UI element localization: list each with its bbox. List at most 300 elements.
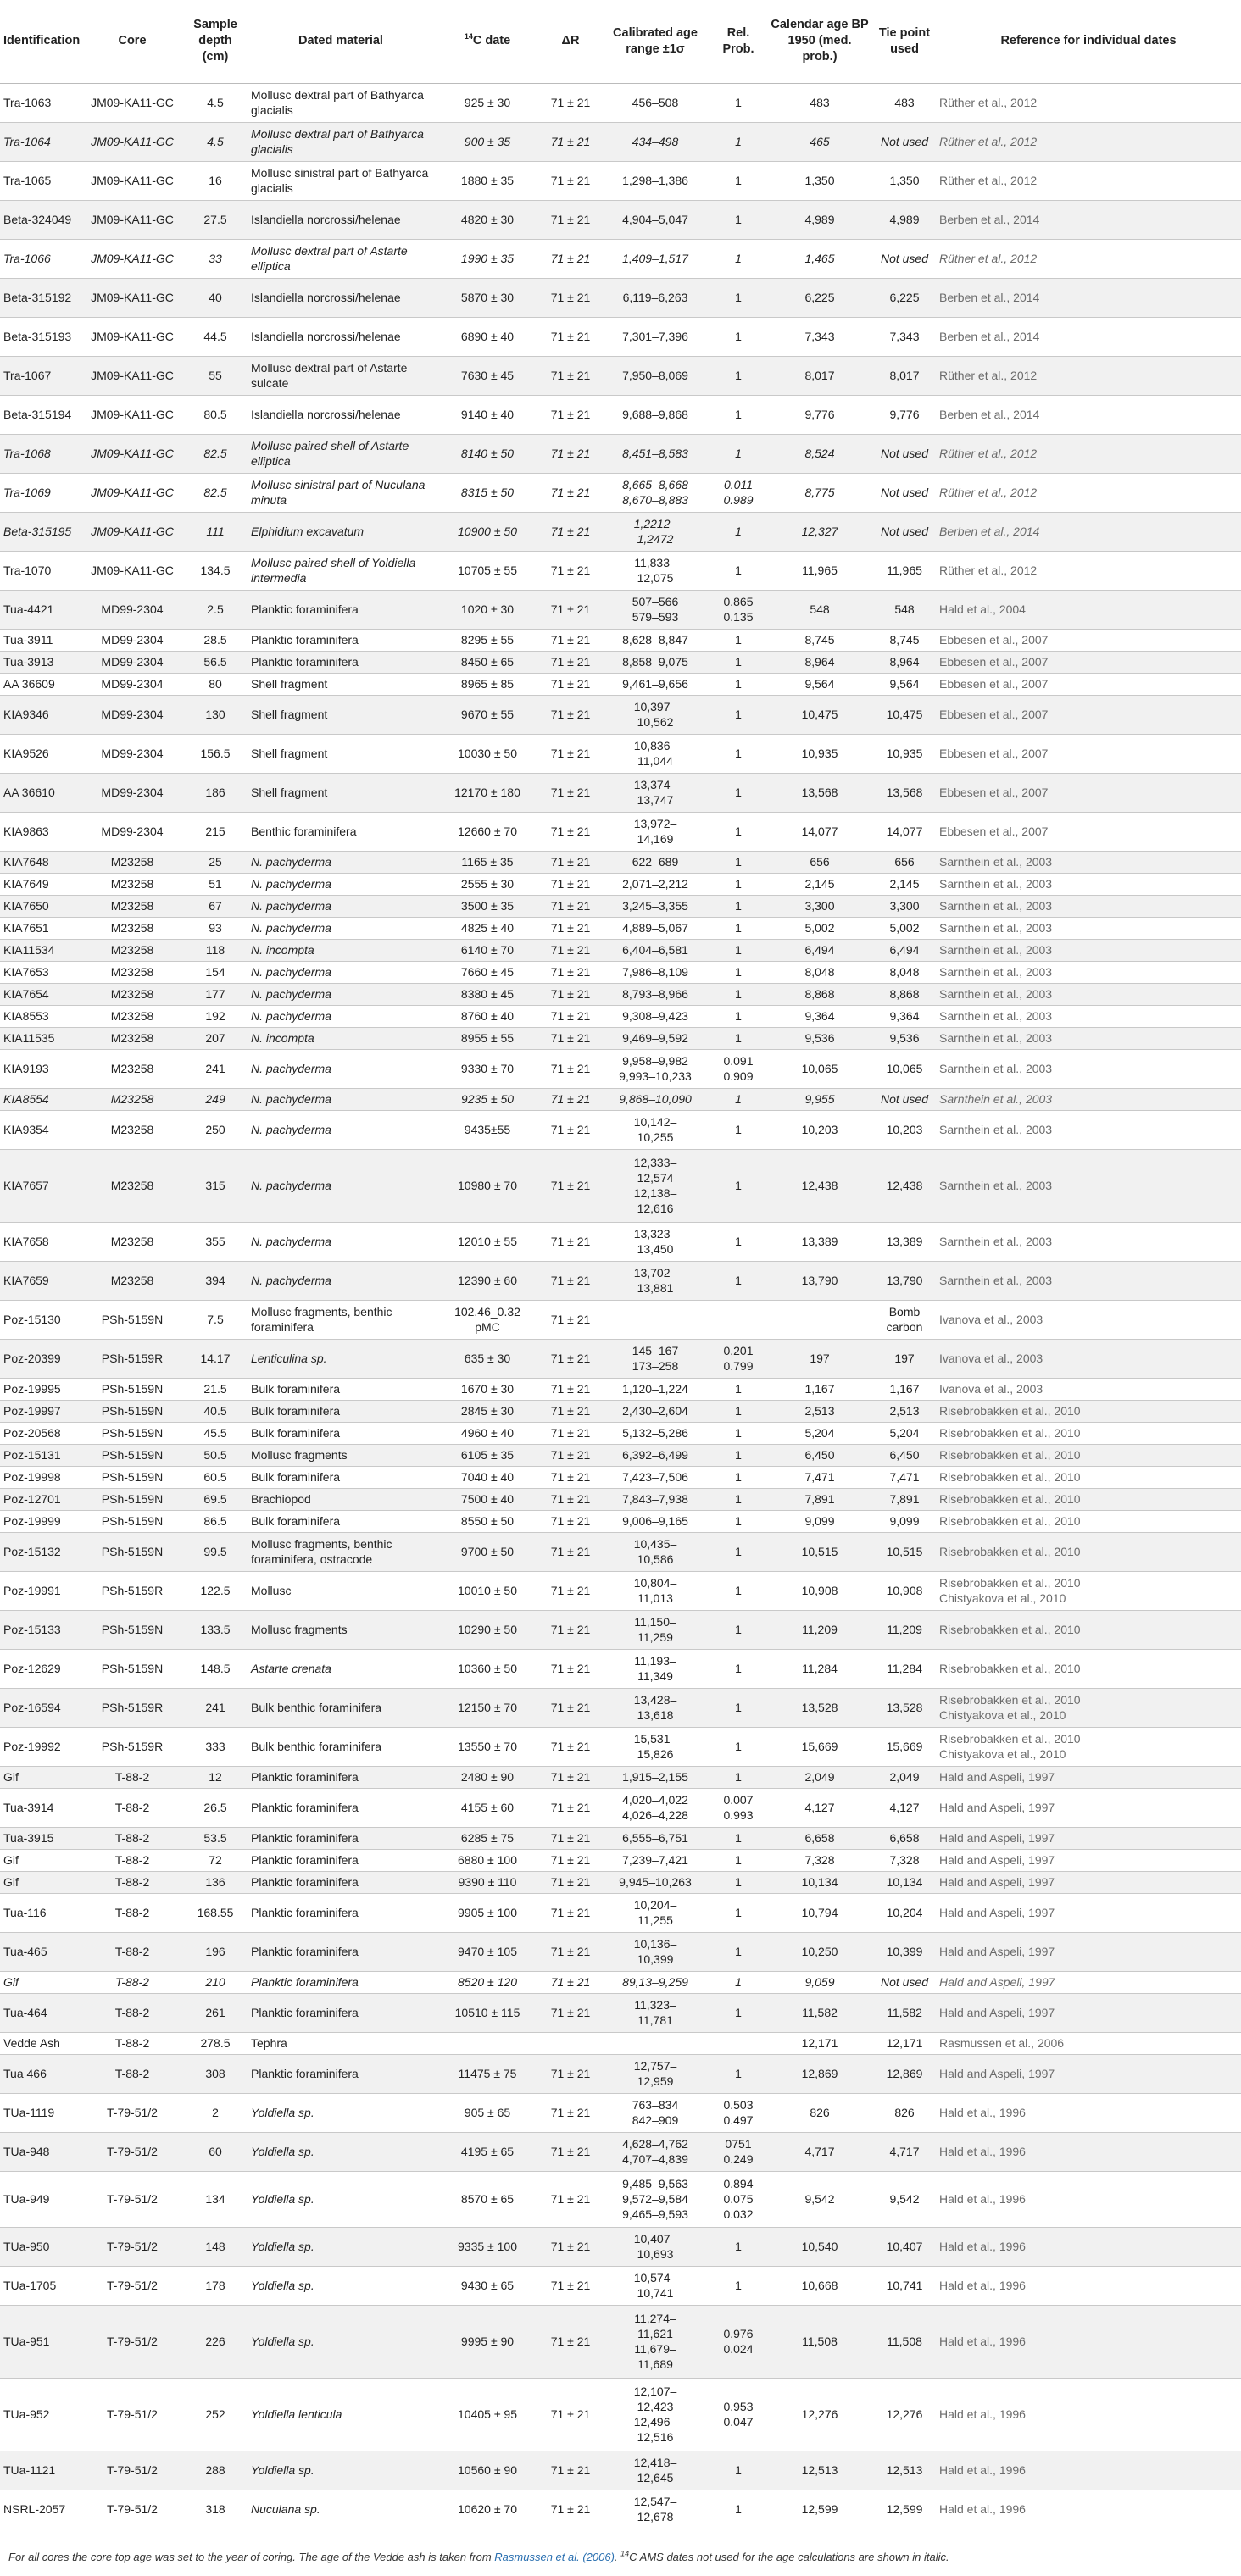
cell-sample-depth: 207 (205, 1031, 225, 1045)
cell-rel-prob: 1 (735, 252, 742, 265)
cell-sample-depth: 355 (205, 1235, 225, 1248)
cell-sample-depth: 55 (209, 369, 222, 382)
cell-dated-material: Bulk foraminifera (251, 1514, 341, 1528)
table-row (0, 1971, 1241, 1993)
table-row (0, 1049, 1241, 1088)
cell-dated-material: Tephra (251, 2036, 287, 2050)
cell-c14-date: 635 ± 30 (464, 1352, 511, 1365)
cell-dated-material: N. pachyderma (251, 877, 331, 891)
cell-calendar-age: 7,328 (804, 1853, 835, 1867)
cell-rel-prob: 1 (735, 2502, 742, 2516)
cell-sample-depth: 45.5 (203, 1426, 227, 1440)
cell-identification: Tra-1067 (3, 369, 52, 382)
cell-delta-r: 71 ± 21 (550, 1492, 591, 1506)
cell-tie-point: Not used (880, 252, 929, 265)
cell-identification: Tra-1064 (3, 135, 51, 148)
cell-rel-prob: 0.201 0.799 (723, 1344, 754, 1373)
cell-calendar-age: 13,568 (801, 786, 838, 799)
cell-core: T-88-2 (114, 1906, 150, 1919)
table-row (0, 1005, 1241, 1027)
table-row (0, 2378, 1241, 2451)
cell-tie-point: 8,868 (889, 987, 920, 1001)
cell-calendar-age: 2,513 (804, 1404, 835, 1418)
cell-sample-depth: 44.5 (203, 330, 227, 343)
cell-dated-material: Mollusc dextral part of Astarte elliptica (251, 244, 408, 273)
cell-dated-material: Bulk foraminifera (251, 1404, 341, 1418)
cell-core: PSh-5159N (101, 1492, 164, 1506)
cell-tie-point: 11,209 (887, 1623, 922, 1636)
header-reference: Reference for individual dates (1000, 34, 1177, 48)
cell-c14-date: 2555 ± 30 (460, 877, 515, 891)
cell-dated-material: Planktic foraminifera (251, 1945, 359, 1958)
table-row (0, 2132, 1241, 2171)
cell-calibrated-age: 1,120–1,224 (622, 1382, 688, 1396)
cell-dated-material: Brachiopod (251, 1492, 311, 1506)
cell-sample-depth: 192 (205, 1009, 225, 1023)
cell-dated-material: Planktic foraminifera (251, 2067, 359, 2080)
table-row (0, 673, 1241, 695)
cell-tie-point: Not used (880, 1092, 929, 1106)
cell-c14-date: 8450 ± 65 (460, 655, 515, 669)
cell-reference: Berben et al., 2014 (939, 213, 1040, 226)
cell-dated-material: Planktic foraminifera (251, 1906, 359, 1919)
cell-calibrated-age: 10,836– 11,044 (633, 739, 677, 768)
table-row (0, 434, 1241, 473)
cell-core: T-88-2 (114, 1875, 150, 1889)
cell-calendar-age: 9,542 (804, 2192, 835, 2206)
cell-identification: KIA9354 (3, 1123, 49, 1136)
cell-calibrated-age: 622–689 (632, 855, 679, 869)
cell-calendar-age: 9,059 (804, 1975, 835, 1989)
cell-reference: Ivanova et al., 2003 (939, 1313, 1043, 1326)
cell-delta-r: 71 ± 21 (550, 1235, 591, 1248)
cell-identification: Poz-19992 (3, 1740, 61, 1753)
cell-dated-material: Planktic foraminifera (251, 2006, 359, 2019)
cell-sample-depth: 56.5 (203, 655, 227, 669)
cell-calibrated-age: 145–167 173–258 (632, 1344, 679, 1373)
cell-tie-point: 9,542 (889, 2192, 920, 2206)
cell-identification: Poz-20399 (3, 1352, 61, 1365)
cell-delta-r: 71 ± 21 (550, 1584, 591, 1597)
cell-sample-depth: 148 (205, 2240, 225, 2253)
cell-dated-material: Islandiella norcrossi/helenae (251, 213, 401, 226)
cell-identification: KIA7657 (3, 1179, 49, 1192)
cell-reference: Risebrobakken et al., 2010 Chistyakova et al., 2010 (939, 1693, 1081, 1722)
cell-calibrated-age: 8,858–9,075 (622, 655, 688, 669)
cell-core: JM09-KA11-GC (91, 447, 174, 460)
cell-core: PSh-5159R (101, 1740, 164, 1753)
cell-delta-r: 71 ± 21 (550, 1770, 591, 1784)
cell-core: M23258 (110, 1179, 154, 1192)
cell-rel-prob: 1 (735, 1770, 742, 1784)
cell-rel-prob (710, 1300, 766, 1339)
cell-dated-material: Bulk foraminifera (251, 1382, 341, 1396)
cell-calendar-age: 656 (810, 855, 830, 869)
cell-core: M23258 (110, 1235, 154, 1248)
cell-identification: KIA9346 (3, 708, 49, 721)
cell-dated-material: Planktic foraminifera (251, 1831, 359, 1845)
cell-rel-prob: 0.894 0.075 0.032 (723, 2177, 754, 2221)
cell-core: T-88-2 (114, 2006, 150, 2019)
cell-calibrated-age: 8,451–8,583 (622, 447, 688, 460)
header-core: Core (118, 34, 147, 48)
cell-delta-r: 71 ± 21 (550, 2192, 591, 2206)
cell-delta-r: 71 ± 21 (550, 1545, 591, 1558)
cell-calibrated-age: 9,688–9,868 (622, 408, 688, 421)
cell-delta-r: 71 ± 21 (550, 1906, 591, 1919)
cell-c14-date: 8520 ± 120 (458, 1975, 517, 1989)
cell-sample-depth: 93 (209, 921, 222, 935)
cell-dated-material: Benthic foraminifera (251, 824, 357, 838)
cell-c14-date: 5870 ± 30 (460, 291, 515, 304)
cell-dated-material: Elphidium excavatum (251, 525, 365, 538)
cell-calendar-age: 1,167 (804, 1382, 835, 1396)
cell-dated-material: Islandiella norcrossi/helenae (251, 330, 401, 343)
cell-calibrated-age: 10,204– 11,255 (633, 1898, 677, 1927)
cell-core: PSh-5159N (101, 1662, 164, 1675)
table-row (0, 939, 1241, 961)
header-delta-r: ΔR (561, 34, 580, 48)
table-row (0, 1993, 1241, 2032)
cell-rel-prob: 1 (735, 747, 742, 760)
cell-tie-point: Not used (880, 135, 929, 148)
cell-sample-depth: 136 (205, 1875, 225, 1889)
cell-rel-prob: 0.865 0.135 (723, 595, 754, 624)
cell-sample-depth: 252 (205, 2407, 225, 2421)
table-row (0, 1422, 1241, 1444)
cell-calendar-age: 7,891 (804, 1492, 835, 1506)
cell-rel-prob: 1 (735, 2006, 742, 2019)
table-row (0, 1466, 1241, 1488)
cell-core: T-79-51/2 (107, 2334, 158, 2348)
cell-reference: Sarnthein et al., 2003 (939, 899, 1053, 913)
cell-identification: KIA7651 (3, 921, 49, 935)
cell-dated-material: Mollusc paired shell of Yoldiella intermedia (251, 556, 416, 585)
cell-dated-material: Mollusc fragments (251, 1623, 348, 1636)
cell-identification: NSRL-2057 (3, 2502, 66, 2516)
cell-dated-material: Bulk benthic foraminifera (251, 1740, 382, 1753)
cell-dated-material: Mollusc paired shell of Astarte elliptica (251, 439, 409, 468)
cell-calibrated-age: 13,374– 13,747 (633, 778, 677, 807)
cell-identification: Tra-1068 (3, 447, 51, 460)
cell-core: T-88-2 (114, 2067, 150, 2080)
cell-dated-material: N. pachyderma (251, 899, 331, 913)
cell-delta-r: 71 ± 21 (550, 1470, 591, 1484)
cell-rel-prob: 1 (735, 677, 742, 691)
cell-rel-prob: 1 (735, 1448, 742, 1462)
cell-rel-prob: 1 (735, 1853, 742, 1867)
cell-reference: Ebbesen et al., 2007 (939, 824, 1049, 838)
cell-sample-depth: 26.5 (203, 1801, 227, 1814)
cell-c14-date: 9700 ± 50 (460, 1545, 515, 1558)
cell-core: M23258 (110, 965, 154, 979)
cell-delta-r: 71 ± 21 (550, 2407, 591, 2421)
cell-reference: Hald and Aspeli, 1997 (939, 2006, 1055, 2019)
cell-c14-date: 6880 ± 100 (458, 1853, 517, 1867)
cell-reference: Hald et al., 1996 (939, 2279, 1026, 2292)
cell-core: M23258 (110, 1123, 154, 1136)
cell-calibrated-age: 4,904–5,047 (622, 213, 688, 226)
cell-rel-prob: 1 (735, 921, 742, 935)
cell-sample-depth: 60.5 (203, 1470, 227, 1484)
cell-delta-r: 71 ± 21 (550, 677, 591, 691)
cell-tie-point: 8,017 (889, 369, 920, 382)
cell-c14-date: 10560 ± 90 (458, 2463, 517, 2477)
cell-c14-date: 9430 ± 65 (460, 2279, 515, 2292)
cell-calendar-age: 1,465 (804, 252, 835, 265)
cell-core: T-88-2 (114, 1853, 150, 1867)
cell-core: JM09-KA11-GC (91, 408, 174, 421)
cell-calibrated-age: 434–498 (632, 135, 679, 148)
cell-tie-point: 12,513 (886, 2463, 923, 2477)
table-row (0, 1649, 1241, 1688)
cell-core: MD99-2304 (101, 824, 164, 838)
cell-dated-material: N. incompta (251, 943, 314, 957)
table-row (0, 2227, 1241, 2266)
cell-reference: Sarnthein et al., 2003 (939, 987, 1053, 1001)
cell-reference: Hald and Aspeli, 1997 (939, 1975, 1055, 1989)
cell-delta-r: 71 ± 21 (550, 1404, 591, 1418)
cell-identification: Poz-16594 (3, 1701, 61, 1714)
cell-calibrated-age: 7,950–8,069 (622, 369, 688, 382)
cell-calibrated-age: 89,13–9,259 (622, 1975, 688, 1989)
cell-core: JM09-KA11-GC (91, 252, 174, 265)
cell-core: T-79-51/2 (107, 2279, 158, 2292)
cell-delta-r: 71 ± 21 (550, 899, 591, 913)
cell-calendar-age: 6,658 (804, 1831, 835, 1845)
cell-reference: Sarnthein et al., 2003 (939, 1009, 1053, 1023)
cell-sample-depth: 394 (205, 1274, 225, 1287)
cell-identification: AA 36609 (3, 677, 55, 691)
cell-rel-prob: 1 (735, 824, 742, 838)
cell-dated-material: N. pachyderma (251, 1123, 331, 1136)
cell-sample-depth: 16 (209, 174, 222, 187)
cell-calibrated-age: 9,469–9,592 (622, 1031, 688, 1045)
cell-identification: Tra-1069 (3, 486, 51, 499)
table-row (0, 629, 1241, 651)
table-row (0, 2305, 1241, 2378)
cell-reference: Ebbesen et al., 2007 (939, 655, 1049, 669)
cell-calendar-age: 8,524 (804, 447, 835, 460)
cell-delta-r: 71 ± 21 (550, 330, 591, 343)
cell-dated-material: Planktic foraminifera (251, 655, 359, 669)
cell-c14-date: 11475 ± 75 (458, 2067, 517, 2080)
cell-identification: TUa-951 (3, 2334, 50, 2348)
cell-identification: KIA8553 (3, 1009, 49, 1023)
cell-sample-depth: 80 (209, 677, 222, 691)
cell-dated-material: Islandiella norcrossi/helenae (251, 291, 401, 304)
table-row (0, 1766, 1241, 1788)
cell-sample-depth: 53.5 (203, 1831, 227, 1845)
cell-dated-material: Mollusc sinistral part of Bathyarca glacialis (251, 166, 429, 195)
cell-rel-prob: 1 (735, 1123, 742, 1136)
table-row (0, 1149, 1241, 1222)
cell-delta-r: 71 ± 21 (550, 1179, 591, 1192)
cell-calendar-age: 9,564 (804, 677, 835, 691)
cell-core: T-88-2 (114, 1831, 150, 1845)
table-row (0, 2054, 1241, 2093)
cell-identification: TUa-949 (3, 2192, 50, 2206)
cell-identification: Beta-315194 (3, 408, 72, 421)
cell-core: JM09-KA11-GC (91, 174, 174, 187)
cell-core: T-88-2 (115, 1975, 149, 1989)
cell-reference: Hald and Aspeli, 1997 (939, 1853, 1055, 1867)
cell-calibrated-age: 9,958–9,982 9,993–10,233 (619, 1054, 692, 1083)
cell-calibrated-age: 10,142– 10,255 (633, 1115, 677, 1144)
cell-c14-date: 10360 ± 50 (458, 1662, 517, 1675)
cell-dated-material: Planktic foraminifera (251, 633, 359, 647)
header-dated-material: Dated material (298, 34, 383, 48)
table-row (0, 873, 1241, 895)
cell-identification: Tua-3915 (3, 1831, 54, 1845)
cell-calendar-age: 8,868 (804, 987, 835, 1001)
cell-rel-prob: 1 (735, 2240, 742, 2253)
cell-delta-r: 71 ± 21 (550, 943, 591, 957)
cell-reference: Hald and Aspeli, 1997 (939, 2067, 1055, 2080)
cell-calendar-age: 9,536 (804, 1031, 835, 1045)
cell-c14-date: 4195 ± 65 (460, 2145, 515, 2158)
cell-calibrated-age: 4,020–4,022 4,026–4,228 (622, 1793, 688, 1822)
cell-sample-depth: 82.5 (203, 447, 227, 460)
cell-tie-point: 6,225 (889, 291, 920, 304)
cell-calibrated-age: 9,308–9,423 (622, 1009, 688, 1023)
cell-calibrated-age: 11,833– 12,075 (634, 556, 676, 585)
cell-calendar-age: 4,989 (804, 213, 835, 226)
cell-reference: Rüther et al., 2012 (939, 96, 1038, 109)
cell-reference: Hald and Aspeli, 1997 (939, 1831, 1055, 1845)
cell-rel-prob: 1 (735, 174, 742, 187)
cell-c14-date: 10980 ± 70 (458, 1179, 517, 1192)
cell-identification: KIA7649 (3, 877, 49, 891)
cell-c14-date: 6105 ± 35 (460, 1448, 515, 1462)
cell-delta-r: 71 ± 21 (550, 291, 591, 304)
cell-delta-r: 71 ± 21 (550, 786, 591, 799)
cell-delta-r: 71 ± 21 (550, 213, 591, 226)
cell-calendar-age: 7,343 (804, 330, 835, 343)
cell-delta-r: 71 ± 21 (550, 1662, 591, 1675)
cell-dated-material: Mollusc sinistral part of Nuculana minuta (251, 478, 426, 507)
cell-identification: TUa-952 (3, 2407, 50, 2421)
cell-tie-point: 10,475 (886, 708, 923, 721)
cell-reference: Rüther et al., 2012 (939, 564, 1038, 577)
cell-core: T-88-2 (114, 2036, 150, 2050)
cell-identification: Poz-19999 (3, 1514, 61, 1528)
cell-dated-material: Mollusc (251, 1584, 292, 1597)
cell-c14-date: 9390 ± 110 (458, 1875, 517, 1889)
cell-c14-date: 3500 ± 35 (460, 899, 515, 913)
cell-reference: Berben et al., 2014 (939, 330, 1040, 343)
cell-tie-point: 11,965 (887, 564, 922, 577)
cell-identification: Vedde Ash (3, 2036, 60, 2050)
cell-identification: KIA11534 (3, 943, 55, 957)
cell-c14-date: 13550 ± 70 (458, 1740, 517, 1753)
table-row (0, 2266, 1241, 2305)
cell-sample-depth: 315 (205, 1179, 225, 1192)
cell-dated-material: Astarte crenata (251, 1662, 331, 1675)
cell-c14-date: 6890 ± 40 (460, 330, 515, 343)
cell-core: M23258 (110, 1062, 154, 1075)
cell-c14-date: 12660 ± 70 (458, 824, 517, 838)
cell-reference: Sarnthein et al., 2003 (939, 1123, 1053, 1136)
cell-delta-r: 71 ± 21 (550, 855, 591, 869)
cell-calibrated-age: 3,245–3,355 (622, 899, 688, 913)
cell-c14-date: 4825 ± 40 (460, 921, 515, 935)
cell-reference: Hald et al., 1996 (939, 2463, 1026, 2477)
cell-calibrated-age: 2,430–2,604 (622, 1404, 688, 1418)
cell-delta-r: 71 ± 21 (550, 1009, 591, 1023)
cell-reference: Ivanova et al., 2003 (939, 1352, 1043, 1365)
cell-tie-point: 9,564 (889, 677, 920, 691)
cell-dated-material: Mollusc fragments, benthic foraminifera, ostracode (251, 1537, 392, 1566)
cell-tie-point: 6,658 (889, 1831, 920, 1845)
cell-reference: Berben et al., 2014 (939, 408, 1040, 421)
cell-rel-prob: 1 (735, 1274, 742, 1287)
cell-calendar-age: 9,776 (804, 408, 835, 421)
cell-delta-r: 71 ± 21 (550, 2006, 591, 2019)
cell-sample-depth: 215 (205, 824, 225, 838)
cell-sample-depth: 288 (205, 2463, 225, 2477)
cell-rel-prob: 1 (735, 786, 742, 799)
cell-c14-date: 10030 ± 50 (458, 747, 517, 760)
table-row (0, 551, 1241, 590)
cell-identification: KIA7659 (3, 1274, 49, 1287)
cell-core: PSh-5159N (101, 1545, 164, 1558)
cell-identification: Poz-15132 (3, 1545, 61, 1558)
cell-tie-point: 4,989 (889, 213, 920, 226)
cell-tie-point: 826 (894, 2106, 915, 2119)
cell-sample-depth: 25 (209, 855, 222, 869)
cell-rel-prob: 1 (735, 1382, 742, 1396)
cell-calendar-age: 9,099 (804, 1514, 835, 1528)
cell-rel-prob: 0751 0.249 (723, 2137, 754, 2166)
cell-tie-point: 4,127 (889, 1801, 920, 1814)
cell-dated-material: Shell fragment (251, 708, 328, 721)
cell-core: M23258 (110, 943, 154, 957)
table-row (0, 239, 1241, 278)
cell-tie-point: 12,276 (886, 2407, 923, 2421)
cell-dated-material: Yoldiella sp. (251, 2334, 314, 2348)
cell-sample-depth: 69.5 (203, 1492, 227, 1506)
cell-delta-r: 71 ± 21 (550, 824, 591, 838)
cell-calendar-age: 9,364 (804, 1009, 835, 1023)
cell-sample-depth: 51 (209, 877, 222, 891)
cell-sample-depth: 67 (209, 899, 222, 913)
cell-c14-date: 1165 ± 35 (461, 855, 514, 869)
table-row (0, 734, 1241, 773)
cell-reference: Risebrobakken et al., 2010 (939, 1492, 1081, 1506)
cell-identification: Beta-324049 (3, 213, 72, 226)
table-row (0, 695, 1241, 734)
cell-core: T-79-51/2 (107, 2502, 158, 2516)
cell-core: PSh-5159N (101, 1404, 164, 1418)
cell-rel-prob: 1 (735, 1831, 742, 1845)
cell-c14-date: 9435±55 (464, 1123, 511, 1136)
cell-c14-date: 8380 ± 45 (460, 987, 515, 1001)
cell-sample-depth: 177 (205, 987, 225, 1001)
cell-sample-depth: 27.5 (203, 213, 227, 226)
cell-rel-prob: 1 (735, 135, 742, 148)
table-row (0, 773, 1241, 812)
cell-delta-r: 71 ± 21 (550, 965, 591, 979)
cell-rel-prob: 1 (735, 1514, 742, 1528)
cell-reference: Rüther et al., 2012 (939, 174, 1038, 187)
cell-tie-point: 9,536 (889, 1031, 920, 1045)
cell-dated-material: N. pachyderma (251, 987, 331, 1001)
cell-identification: TUa-948 (3, 2145, 50, 2158)
cell-calibrated-age: 6,392–6,499 (622, 1448, 688, 1462)
cell-tie-point: 2,049 (889, 1770, 920, 1784)
table-row (0, 651, 1241, 673)
